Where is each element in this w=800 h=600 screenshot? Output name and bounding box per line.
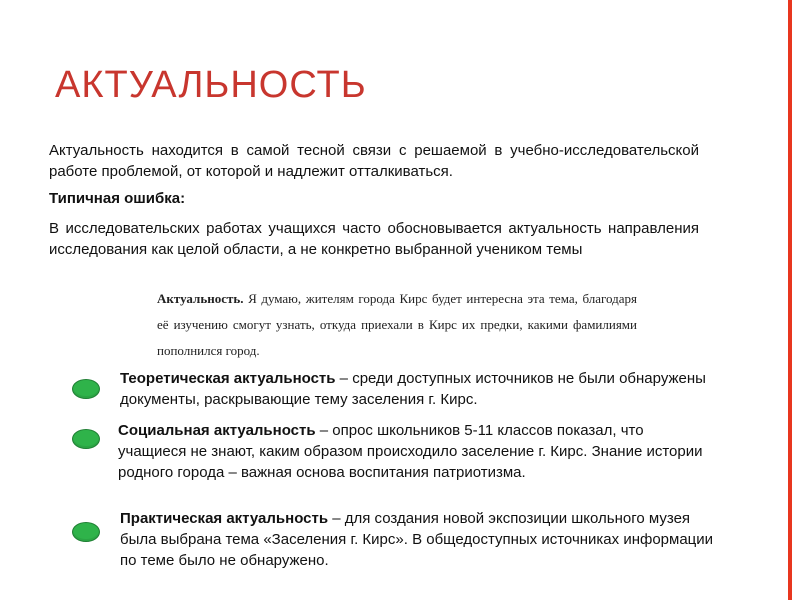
green-bullet-icon xyxy=(72,429,100,449)
point-text: – для создания новой экспозиции школьного музея была выбрана тема «Заселения г. Кирс». В общедоступных источниках информации по теме было не обнаружено. xyxy=(120,510,714,569)
point-heading: Практическая актуальность xyxy=(120,510,329,527)
point-text: – опрос школьников 5-11 классов показал, что учащиеся не знают, каким образом происходило заселение г. Кирс. Знание истории родного города – важная основа воспитания патриотизма. xyxy=(118,422,703,481)
point-social xyxy=(118,420,713,483)
point-practical xyxy=(120,508,720,571)
excerpt-image-text xyxy=(157,286,637,364)
green-bullet-icon xyxy=(72,379,100,399)
point-heading: Социальная актуальность xyxy=(118,422,316,439)
slide-title: АКТУАЛЬНОСТЬ xyxy=(55,64,367,106)
point-text: – среди доступных источников не были обнаружены документы, раскрывающие тему заселения г. Кирс. xyxy=(120,370,706,408)
point-heading: Теоретическая актуальность xyxy=(120,370,336,387)
excerpt-body: Я думаю, жителям города Кирс будет интересна эта тема, благодаря её изучению смогут узнать, откуда приехали в Кирс их предки, какими фамилиями пополнился город. xyxy=(157,291,637,358)
intro-paragraph: Актуальность находится в самой тесной связи с решаемой в учебно-исследовательской работе проблемой, от которой и надлежит отталкиваться. xyxy=(49,142,699,180)
typical-error-label: Типичная ошибка: xyxy=(49,190,186,207)
excerpt-lead: Актуальность. xyxy=(157,291,244,306)
green-bullet-icon xyxy=(72,522,100,542)
typical-error-text: В исследовательских работах учащихся часто обосновывается актуальность направления исследования как целой области, а не конкретно выбранной учеником темы xyxy=(49,220,699,258)
point-theoretical xyxy=(120,368,710,410)
accent-bar xyxy=(788,0,792,600)
